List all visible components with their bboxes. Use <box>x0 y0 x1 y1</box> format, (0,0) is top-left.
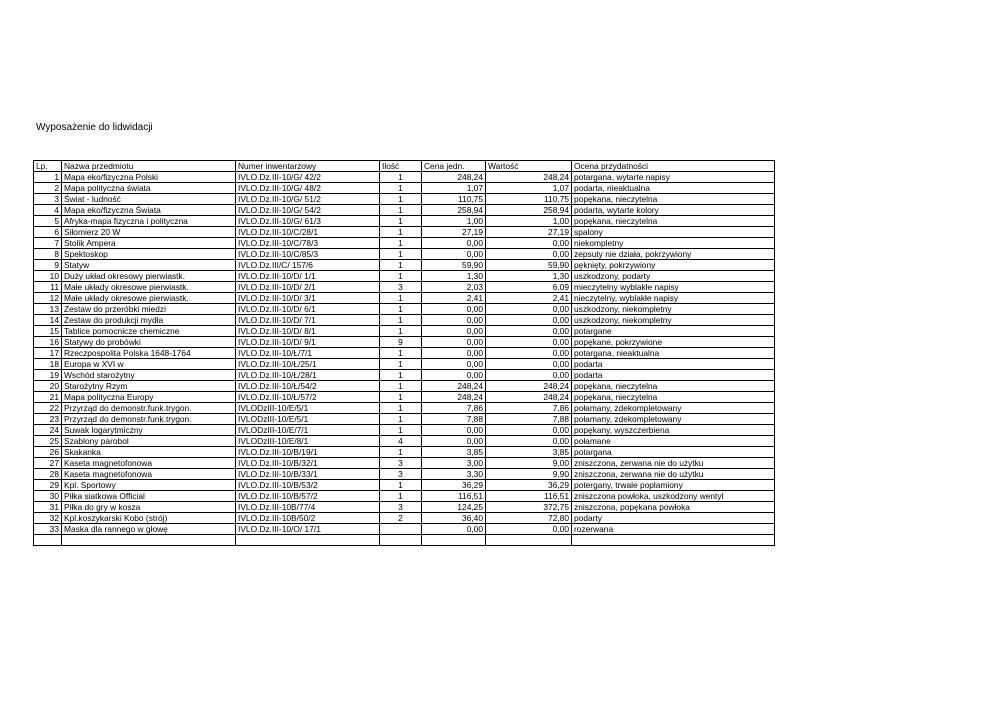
cell-inventory-number: IVLO.Dz.III-10/G/ 54/2 <box>236 205 380 216</box>
cell-assessment: potargana, nieaktualna <box>572 348 775 359</box>
cell-lp: 15 <box>34 326 62 337</box>
cell-inventory-number: IVLO.Dz.III-10/C/78/3 <box>236 238 380 249</box>
cell-assessment: podarty <box>572 513 775 524</box>
cell-name: Zestaw do produkcji mydła <box>62 315 236 326</box>
cell-inventory-number: IVLO.Dz.III-10/D/ 7/1 <box>236 315 380 326</box>
cell-unit-price: 0,00 <box>422 304 486 315</box>
cell-unit-price: 0,00 <box>422 337 486 348</box>
cell-value: 7,88 <box>486 414 572 425</box>
cell-lp: 32 <box>34 513 62 524</box>
cell-quantity: 1 <box>380 304 422 315</box>
cell-quantity: 9 <box>380 337 422 348</box>
cell-value: 59,90 <box>486 260 572 271</box>
cell-assessment: popękana, nieczytelna <box>572 392 775 403</box>
table-row <box>34 458 775 469</box>
cell-value: 258,94 <box>486 205 572 216</box>
cell-unit-price: 0,00 <box>422 370 486 381</box>
cell-name: Kpl.koszykarski Kobo (strój) <box>62 513 236 524</box>
cell-inventory-number: IVLO.Dz.III-10/B/53/2 <box>236 480 380 491</box>
cell-value: 0,00 <box>486 326 572 337</box>
table-row <box>34 326 775 337</box>
cell-assessment: podarta <box>572 359 775 370</box>
cell-quantity: 3 <box>380 458 422 469</box>
cell-unit-price: 0,00 <box>422 425 486 436</box>
cell-assessment: zniszczona powłoka, uszkodzony wentyl <box>572 491 775 502</box>
cell-unit-price: 0,00 <box>422 359 486 370</box>
cell-name: Świat - ludność <box>62 194 236 205</box>
cell-quantity: 1 <box>380 480 422 491</box>
cell-lp: 31 <box>34 502 62 513</box>
cell-lp: 20 <box>34 381 62 392</box>
cell-name: Mapa eko/fizyczna Polski <box>62 172 236 183</box>
cell-assessment: mieczytelny wyblakłe napisy <box>572 282 775 293</box>
cell-inventory-number: IVLO.Dz.III-10/Ł/57/2 <box>236 392 380 403</box>
cell-inventory-number: IVLO.Dz.III-10/B/57/2 <box>236 491 380 502</box>
cell-name: Kaseta magnetofonowa <box>62 458 236 469</box>
table-row <box>34 447 775 458</box>
cell-inventory-number: IVLO.Dz.III-10/D/ 6/1 <box>236 304 380 315</box>
cell-unit-price: 2,41 <box>422 293 486 304</box>
cell-lp: 27 <box>34 458 62 469</box>
cell-name: Szablony parobol <box>62 436 236 447</box>
cell-name <box>62 535 236 546</box>
cell-unit-price: 7,88 <box>422 414 486 425</box>
cell-quantity: 1 <box>380 183 422 194</box>
cell-quantity: 1 <box>380 359 422 370</box>
cell-name: Siłomierz 20 W <box>62 227 236 238</box>
cell-quantity: 1 <box>380 271 422 282</box>
table-row <box>34 249 775 260</box>
cell-assessment: podarta <box>572 370 775 381</box>
cell-name: Mapa eko/fizyczna Świata <box>62 205 236 216</box>
header-inventory-number: Numer inwentarzowy <box>236 161 380 172</box>
cell-value: 72,80 <box>486 513 572 524</box>
cell-lp: 23 <box>34 414 62 425</box>
cell-unit-price: 1,30 <box>422 271 486 282</box>
cell-name: Małe układy okresowe pierwiastk. <box>62 282 236 293</box>
cell-quantity: 1 <box>380 315 422 326</box>
cell-quantity <box>380 524 422 535</box>
cell-lp: 18 <box>34 359 62 370</box>
cell-assessment: rozerwana <box>572 524 775 535</box>
cell-lp: 19 <box>34 370 62 381</box>
cell-name: Mapa polityczna świata <box>62 183 236 194</box>
table-row <box>34 205 775 216</box>
header-lp: Lp. <box>34 161 62 172</box>
cell-value: 6,09 <box>486 282 572 293</box>
cell-unit-price: 110,75 <box>422 194 486 205</box>
cell-quantity: 1 <box>380 491 422 502</box>
cell-assessment: potargana <box>572 447 775 458</box>
table-row <box>34 304 775 315</box>
cell-assessment: popękana, nieczytelna <box>572 194 775 205</box>
cell-lp: 26 <box>34 447 62 458</box>
cell-assessment: popękane, pokrzywione <box>572 337 775 348</box>
table-row <box>34 403 775 414</box>
cell-lp: 4 <box>34 205 62 216</box>
table-row <box>34 282 775 293</box>
cell-lp: 14 <box>34 315 62 326</box>
cell-unit-price: 1,00 <box>422 216 486 227</box>
cell-inventory-number: IVLODzIII-10/E/7/1 <box>236 425 380 436</box>
cell-quantity <box>380 535 422 546</box>
cell-name: Kaseta magnetofonowa <box>62 469 236 480</box>
table-row <box>34 271 775 282</box>
cell-quantity: 2 <box>380 513 422 524</box>
table-row <box>34 172 775 183</box>
cell-assessment: uszkodzony, niekompletny <box>572 304 775 315</box>
cell-quantity: 1 <box>380 348 422 359</box>
cell-name: Mapa polityczna Europy <box>62 392 236 403</box>
cell-unit-price: 3,30 <box>422 469 486 480</box>
cell-inventory-number: IVLO.Dz.III-10/D/ 2/1 <box>236 282 380 293</box>
header-value: Wartość <box>486 161 572 172</box>
cell-assessment: niekompletny <box>572 238 775 249</box>
cell-inventory-number: IVLO.Dz.III/C/ 157/6 <box>236 260 380 271</box>
cell-inventory-number: IVLO.Dz.III-10/Ł/7/1 <box>236 348 380 359</box>
cell-inventory-number: IVLO.Dz.III-10/D/ 3/1 <box>236 293 380 304</box>
table-row <box>34 469 775 480</box>
cell-inventory-number: IVLO.Dz.III-10B/77/4 <box>236 502 380 513</box>
cell-name: Statyw <box>62 260 236 271</box>
cell-assessment: uszkodzony, podarty <box>572 271 775 282</box>
cell-inventory-number: IVLO.Dz.III-10/B/32/1 <box>236 458 380 469</box>
cell-unit-price: 59,90 <box>422 260 486 271</box>
cell-unit-price: 0,00 <box>422 524 486 535</box>
cell-quantity: 1 <box>380 403 422 414</box>
cell-quantity: 1 <box>380 216 422 227</box>
cell-unit-price: 0,00 <box>422 348 486 359</box>
cell-quantity: 1 <box>380 227 422 238</box>
cell-unit-price: 2,03 <box>422 282 486 293</box>
cell-name: Małe układy okresowe pierwiastk. <box>62 293 236 304</box>
cell-value: 36,29 <box>486 480 572 491</box>
cell-inventory-number: IVLODzIII-10/E/5/1 <box>236 414 380 425</box>
cell-value: 1,07 <box>486 183 572 194</box>
cell-value: 7,86 <box>486 403 572 414</box>
cell-lp: 21 <box>34 392 62 403</box>
table-row <box>34 480 775 491</box>
cell-assessment: zepsuty nie działa, pokrzywiony <box>572 249 775 260</box>
cell-name: Skakanka <box>62 447 236 458</box>
cell-unit-price: 0,00 <box>422 436 486 447</box>
cell-value: 0,00 <box>486 304 572 315</box>
cell-value: 0,00 <box>486 249 572 260</box>
cell-name: Piłka do gry w kosza <box>62 502 236 513</box>
cell-inventory-number: IVLO.Dz.III-10/G/ 51/2 <box>236 194 380 205</box>
cell-value: 0,00 <box>486 524 572 535</box>
cell-assessment: nieczytelny, wyblakłe napisy <box>572 293 775 304</box>
cell-value: 9,00 <box>486 458 572 469</box>
page-title: Wyposażenie do lidwidacji <box>36 122 153 133</box>
cell-inventory-number: IVLO.Dz.III-10/G/ 42/2 <box>236 172 380 183</box>
cell-value: 372,75 <box>486 502 572 513</box>
cell-unit-price: 3,00 <box>422 458 486 469</box>
cell-lp: 28 <box>34 469 62 480</box>
cell-unit-price: 258,94 <box>422 205 486 216</box>
cell-name: Maska dla rannego w głowę <box>62 524 236 535</box>
cell-unit-price: 0,00 <box>422 315 486 326</box>
cell-name: Europa w XVI w <box>62 359 236 370</box>
cell-unit-price: 124,25 <box>422 502 486 513</box>
cell-name: Kpl. Sportowy <box>62 480 236 491</box>
cell-quantity: 1 <box>380 260 422 271</box>
cell-lp: 22 <box>34 403 62 414</box>
cell-quantity: 1 <box>380 172 422 183</box>
table-row <box>34 194 775 205</box>
table-row <box>34 348 775 359</box>
cell-lp <box>34 535 62 546</box>
cell-unit-price: 36,29 <box>422 480 486 491</box>
cell-lp: 6 <box>34 227 62 238</box>
cell-value: 1,30 <box>486 271 572 282</box>
cell-unit-price: 116,51 <box>422 491 486 502</box>
table-row <box>34 425 775 436</box>
cell-lp: 9 <box>34 260 62 271</box>
cell-unit-price: 27,19 <box>422 227 486 238</box>
cell-value: 248,24 <box>486 392 572 403</box>
cell-value <box>486 535 572 546</box>
inventory-table <box>33 160 775 546</box>
cell-quantity: 3 <box>380 502 422 513</box>
cell-assessment: popękana, nieczytelna <box>572 381 775 392</box>
cell-inventory-number: IVLO.Dz.III-10/G/ 48/2 <box>236 183 380 194</box>
table-row <box>34 238 775 249</box>
cell-unit-price: 7,86 <box>422 403 486 414</box>
cell-quantity: 1 <box>380 194 422 205</box>
cell-lp: 5 <box>34 216 62 227</box>
cell-lp: 24 <box>34 425 62 436</box>
cell-lp: 16 <box>34 337 62 348</box>
cell-quantity: 1 <box>380 392 422 403</box>
cell-name: Stolik Ampera <box>62 238 236 249</box>
cell-unit-price: 0,00 <box>422 249 486 260</box>
table-row <box>34 337 775 348</box>
cell-value: 1,00 <box>486 216 572 227</box>
header-quantity: Ilość <box>380 161 422 172</box>
cell-value: 0,00 <box>486 337 572 348</box>
cell-quantity: 1 <box>380 205 422 216</box>
cell-lp: 7 <box>34 238 62 249</box>
cell-assessment: popękany, wyszczerbiena <box>572 425 775 436</box>
cell-inventory-number: IVLO.Dz.III-10/D/ 8/1 <box>236 326 380 337</box>
cell-inventory-number: IVLODzIII-10/E/8/1 <box>236 436 380 447</box>
header-unit-price: Cena jedn. <box>422 161 486 172</box>
cell-unit-price: 0,00 <box>422 238 486 249</box>
cell-unit-price: 3,85 <box>422 447 486 458</box>
cell-value: 116,51 <box>486 491 572 502</box>
cell-lp: 10 <box>34 271 62 282</box>
cell-inventory-number <box>236 535 380 546</box>
cell-value: 0,00 <box>486 238 572 249</box>
table-row <box>34 227 775 238</box>
table-row <box>34 293 775 304</box>
cell-assessment: zniszczona, zerwana nie do użytku <box>572 469 775 480</box>
table-row <box>34 513 775 524</box>
cell-lp: 2 <box>34 183 62 194</box>
cell-lp: 13 <box>34 304 62 315</box>
cell-quantity: 4 <box>380 436 422 447</box>
cell-inventory-number: IVLODzIII-10/E/5/1 <box>236 403 380 414</box>
cell-unit-price: 248,24 <box>422 172 486 183</box>
cell-assessment: potargane <box>572 326 775 337</box>
cell-inventory-number: IVLO.Dz.III-10/D/ 1/1 <box>236 271 380 282</box>
cell-assessment: potargana, wytarte napisy <box>572 172 775 183</box>
cell-quantity: 1 <box>380 370 422 381</box>
cell-assessment: zniszczona, zerwana nie do użytku <box>572 458 775 469</box>
cell-assessment: połamany, zdekompletowany <box>572 403 775 414</box>
cell-name: Statywy do probówki <box>62 337 236 348</box>
header-assessment: Ocena przydatności <box>572 161 775 172</box>
cell-inventory-number: IVLO.Dz.III-10/Ł/25/1 <box>236 359 380 370</box>
cell-lp: 1 <box>34 172 62 183</box>
cell-value: 248,24 <box>486 381 572 392</box>
cell-value: 0,00 <box>486 315 572 326</box>
cell-lp: 29 <box>34 480 62 491</box>
cell-unit-price: 36,40 <box>422 513 486 524</box>
cell-quantity: 1 <box>380 293 422 304</box>
cell-value: 27,19 <box>486 227 572 238</box>
cell-assessment <box>572 535 775 546</box>
cell-inventory-number: IVLO.Dz.III-10B/50/2 <box>236 513 380 524</box>
cell-value: 3,85 <box>486 447 572 458</box>
cell-name: Duży układ okresowy pierwiastk. <box>62 271 236 282</box>
table-row <box>34 524 775 535</box>
cell-assessment: pęknięty, pokrzywiony <box>572 260 775 271</box>
cell-inventory-number: IVLO.Dz.III-10/Ł/28/1 <box>236 370 380 381</box>
cell-name: Piłka siatkowa Official <box>62 491 236 502</box>
cell-name: Zestaw do przeróbki miedzi <box>62 304 236 315</box>
cell-lp: 11 <box>34 282 62 293</box>
cell-value: 110,75 <box>486 194 572 205</box>
cell-inventory-number: IVLO.Dz.III-10/C/85/3 <box>236 249 380 260</box>
cell-assessment: uszkodzony, niekompletny <box>572 315 775 326</box>
cell-inventory-number: IVLO.Dz.III-10/C/28/1 <box>236 227 380 238</box>
cell-inventory-number: IVLO.Dz.III-10/B/33/1 <box>236 469 380 480</box>
cell-assessment: podarta, nieaktualna <box>572 183 775 194</box>
cell-lp: 3 <box>34 194 62 205</box>
cell-inventory-number: IVLO.Dz.III-10/O/ 17/1 <box>236 524 380 535</box>
cell-lp: 25 <box>34 436 62 447</box>
cell-name: Przyrząd do demonstr.funk.trygon. <box>62 414 236 425</box>
cell-unit-price: 248,24 <box>422 392 486 403</box>
table-row <box>34 315 775 326</box>
cell-lp: 33 <box>34 524 62 535</box>
cell-lp: 12 <box>34 293 62 304</box>
table-row <box>34 359 775 370</box>
cell-name: Wschód starożytny <box>62 370 236 381</box>
cell-unit-price: 1,07 <box>422 183 486 194</box>
table-row <box>34 436 775 447</box>
cell-quantity: 1 <box>380 381 422 392</box>
cell-assessment: spalony <box>572 227 775 238</box>
table-row <box>34 392 775 403</box>
cell-value: 0,00 <box>486 359 572 370</box>
header-name: Nazwa przedmiotu <box>62 161 236 172</box>
table-row <box>34 414 775 425</box>
table-row <box>34 491 775 502</box>
table-row <box>34 260 775 271</box>
table-row <box>34 183 775 194</box>
cell-quantity: 1 <box>380 447 422 458</box>
cell-name: Afryka-mapa fizyczna i polityczna <box>62 216 236 227</box>
cell-inventory-number: IVLO.Dz.III-10/G/ 61/3 <box>236 216 380 227</box>
cell-assessment: połamany, zdekompletowany <box>572 414 775 425</box>
cell-unit-price: 0,00 <box>422 326 486 337</box>
cell-quantity: 1 <box>380 326 422 337</box>
cell-quantity: 3 <box>380 469 422 480</box>
cell-value: 9,90 <box>486 469 572 480</box>
cell-value: 248,24 <box>486 172 572 183</box>
cell-value: 0,00 <box>486 425 572 436</box>
cell-assessment: połamane <box>572 436 775 447</box>
cell-quantity: 1 <box>380 425 422 436</box>
cell-quantity: 3 <box>380 282 422 293</box>
table-row <box>34 535 775 546</box>
cell-quantity: 1 <box>380 414 422 425</box>
cell-value: 2,41 <box>486 293 572 304</box>
cell-inventory-number: IVLO.Dz.III-10/Ł/54/2 <box>236 381 380 392</box>
cell-lp: 17 <box>34 348 62 359</box>
cell-inventory-number: IVLO.Dz.III-10/B/19/1 <box>236 447 380 458</box>
cell-quantity: 1 <box>380 249 422 260</box>
cell-assessment: podarta, wytarte kolory <box>572 205 775 216</box>
cell-value: 0,00 <box>486 370 572 381</box>
cell-name: Spektoskop <box>62 249 236 260</box>
cell-name: Starożytny Rzym <box>62 381 236 392</box>
cell-value: 0,00 <box>486 436 572 447</box>
cell-unit-price <box>422 535 486 546</box>
cell-quantity: 1 <box>380 238 422 249</box>
table-row <box>34 381 775 392</box>
table-row <box>34 502 775 513</box>
cell-lp: 8 <box>34 249 62 260</box>
cell-lp: 30 <box>34 491 62 502</box>
cell-name: Rzeczpospolita Polska 1648-1764 <box>62 348 236 359</box>
cell-assessment: potergany, trwale poplamiony <box>572 480 775 491</box>
cell-assessment: popękana, nieczytelna <box>572 216 775 227</box>
table-row <box>34 216 775 227</box>
table-row <box>34 370 775 381</box>
cell-value: 0,00 <box>486 348 572 359</box>
cell-name: Tablice pomocnicze chemiczne <box>62 326 236 337</box>
cell-unit-price: 248,24 <box>422 381 486 392</box>
cell-inventory-number: IVLO.Dz.III-10/D/ 9/1 <box>236 337 380 348</box>
table-header-row <box>34 161 775 172</box>
table-body <box>34 161 775 546</box>
cell-name: Suwak logarytmiczny <box>62 425 236 436</box>
cell-assessment: zniszczona, popękana powłoka <box>572 502 775 513</box>
cell-name: Przyrząd do demonstr.funk.trygon. <box>62 403 236 414</box>
